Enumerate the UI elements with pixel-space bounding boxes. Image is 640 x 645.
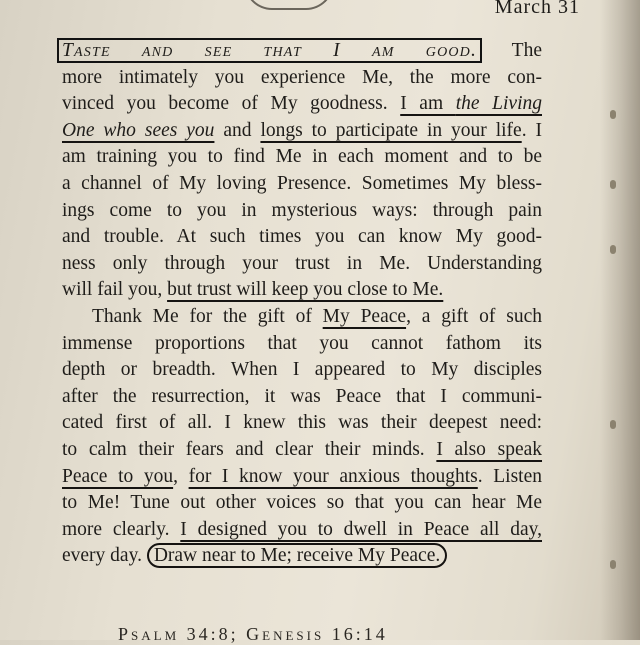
text-line bbox=[62, 331, 542, 358]
circled-phrase: Draw near to Me; receive My Peace. bbox=[147, 543, 447, 568]
text-line bbox=[62, 144, 542, 171]
text-span: will fail you, bbox=[62, 279, 168, 301]
underlined-phrase: I also speak bbox=[436, 438, 543, 460]
text-line bbox=[62, 198, 542, 225]
underlined-phrase: the Living bbox=[455, 93, 542, 115]
underlined-phrase: I designed you to dwell in Peace all day, bbox=[180, 518, 542, 540]
text-span: vinced you become of My goodness. bbox=[62, 93, 401, 115]
text-line bbox=[62, 224, 542, 251]
text-span: to Me! Tune out other voices so that you can hear Me bbox=[62, 492, 542, 514]
text-span: more intimately you experience Me, the more con- bbox=[62, 66, 542, 88]
underlined-phrase: for I know your anxious thoughts bbox=[188, 465, 478, 487]
text-span: and bbox=[214, 119, 261, 141]
text-span: ings come to you in mysterious ways: through pain bbox=[62, 199, 542, 221]
text-line bbox=[62, 91, 542, 118]
underlined-phrase: One who sees you bbox=[62, 119, 215, 141]
text-line bbox=[62, 118, 542, 145]
page-date-header: March 31 bbox=[494, 0, 580, 18]
text-span: every day. bbox=[62, 545, 147, 567]
binding-stitch bbox=[610, 180, 616, 189]
text-span: The bbox=[482, 40, 542, 61]
underlined-phrase: Peace to you bbox=[62, 465, 174, 487]
text-line bbox=[62, 384, 542, 411]
text-span: . Listen bbox=[477, 465, 542, 487]
binding-stitch bbox=[610, 420, 616, 429]
text-span: am training you to find Me in each moment and to be bbox=[62, 146, 542, 168]
text-line bbox=[62, 464, 542, 491]
binding-stitch bbox=[610, 110, 616, 119]
devotional-text bbox=[62, 38, 542, 570]
text-line bbox=[62, 304, 542, 331]
decorative-arc bbox=[244, 0, 334, 10]
text-line bbox=[62, 65, 542, 92]
text-line bbox=[62, 543, 542, 570]
text-span: ness only through your trust in Me. Understanding bbox=[62, 252, 542, 274]
text-line bbox=[62, 171, 542, 198]
text-line bbox=[62, 410, 542, 437]
text-span: , bbox=[173, 465, 189, 487]
text-span: . I bbox=[521, 119, 543, 141]
underlined-phrase: I am bbox=[400, 93, 456, 115]
text-span: and trouble. At such times you can know My good- bbox=[62, 226, 542, 248]
text-span: to calm their fears and clear their minds. bbox=[62, 438, 437, 460]
underlined-phrase: but trust will keep you close to Me. bbox=[167, 279, 444, 301]
page-gutter-shadow bbox=[600, 0, 640, 640]
text-line bbox=[62, 251, 542, 278]
text-line bbox=[62, 517, 542, 544]
binding-stitch bbox=[610, 560, 616, 569]
text-line bbox=[62, 490, 542, 517]
scripture-references: Psalm 34:8; Genesis 16:14 bbox=[118, 624, 388, 644]
text-line bbox=[62, 277, 542, 304]
underlined-phrase: longs to participate in your life bbox=[260, 119, 522, 141]
text-span: more clearly. bbox=[62, 518, 181, 540]
text-span: cated first of all. I knew this was their deepest need: bbox=[62, 412, 542, 434]
text-line bbox=[62, 357, 542, 384]
text-span: , a gift of such bbox=[406, 305, 542, 327]
text-span: immense proportions that you cannot fathom its bbox=[62, 332, 542, 354]
text-span: Thank Me for the gift of bbox=[92, 305, 323, 327]
underlined-phrase: My Peace bbox=[322, 305, 407, 327]
text-span: a channel of My loving Presence. Sometimes My bless- bbox=[62, 172, 542, 194]
text-line bbox=[62, 437, 542, 464]
boxed-heading: Taste and see that I am good. bbox=[57, 38, 482, 63]
text-span: depth or breadth. When I appeared to My disciples bbox=[62, 359, 542, 381]
binding-stitch bbox=[610, 245, 616, 254]
text-span: after the resurrection, it was Peace that I communi- bbox=[62, 385, 542, 407]
text-line bbox=[62, 38, 542, 65]
